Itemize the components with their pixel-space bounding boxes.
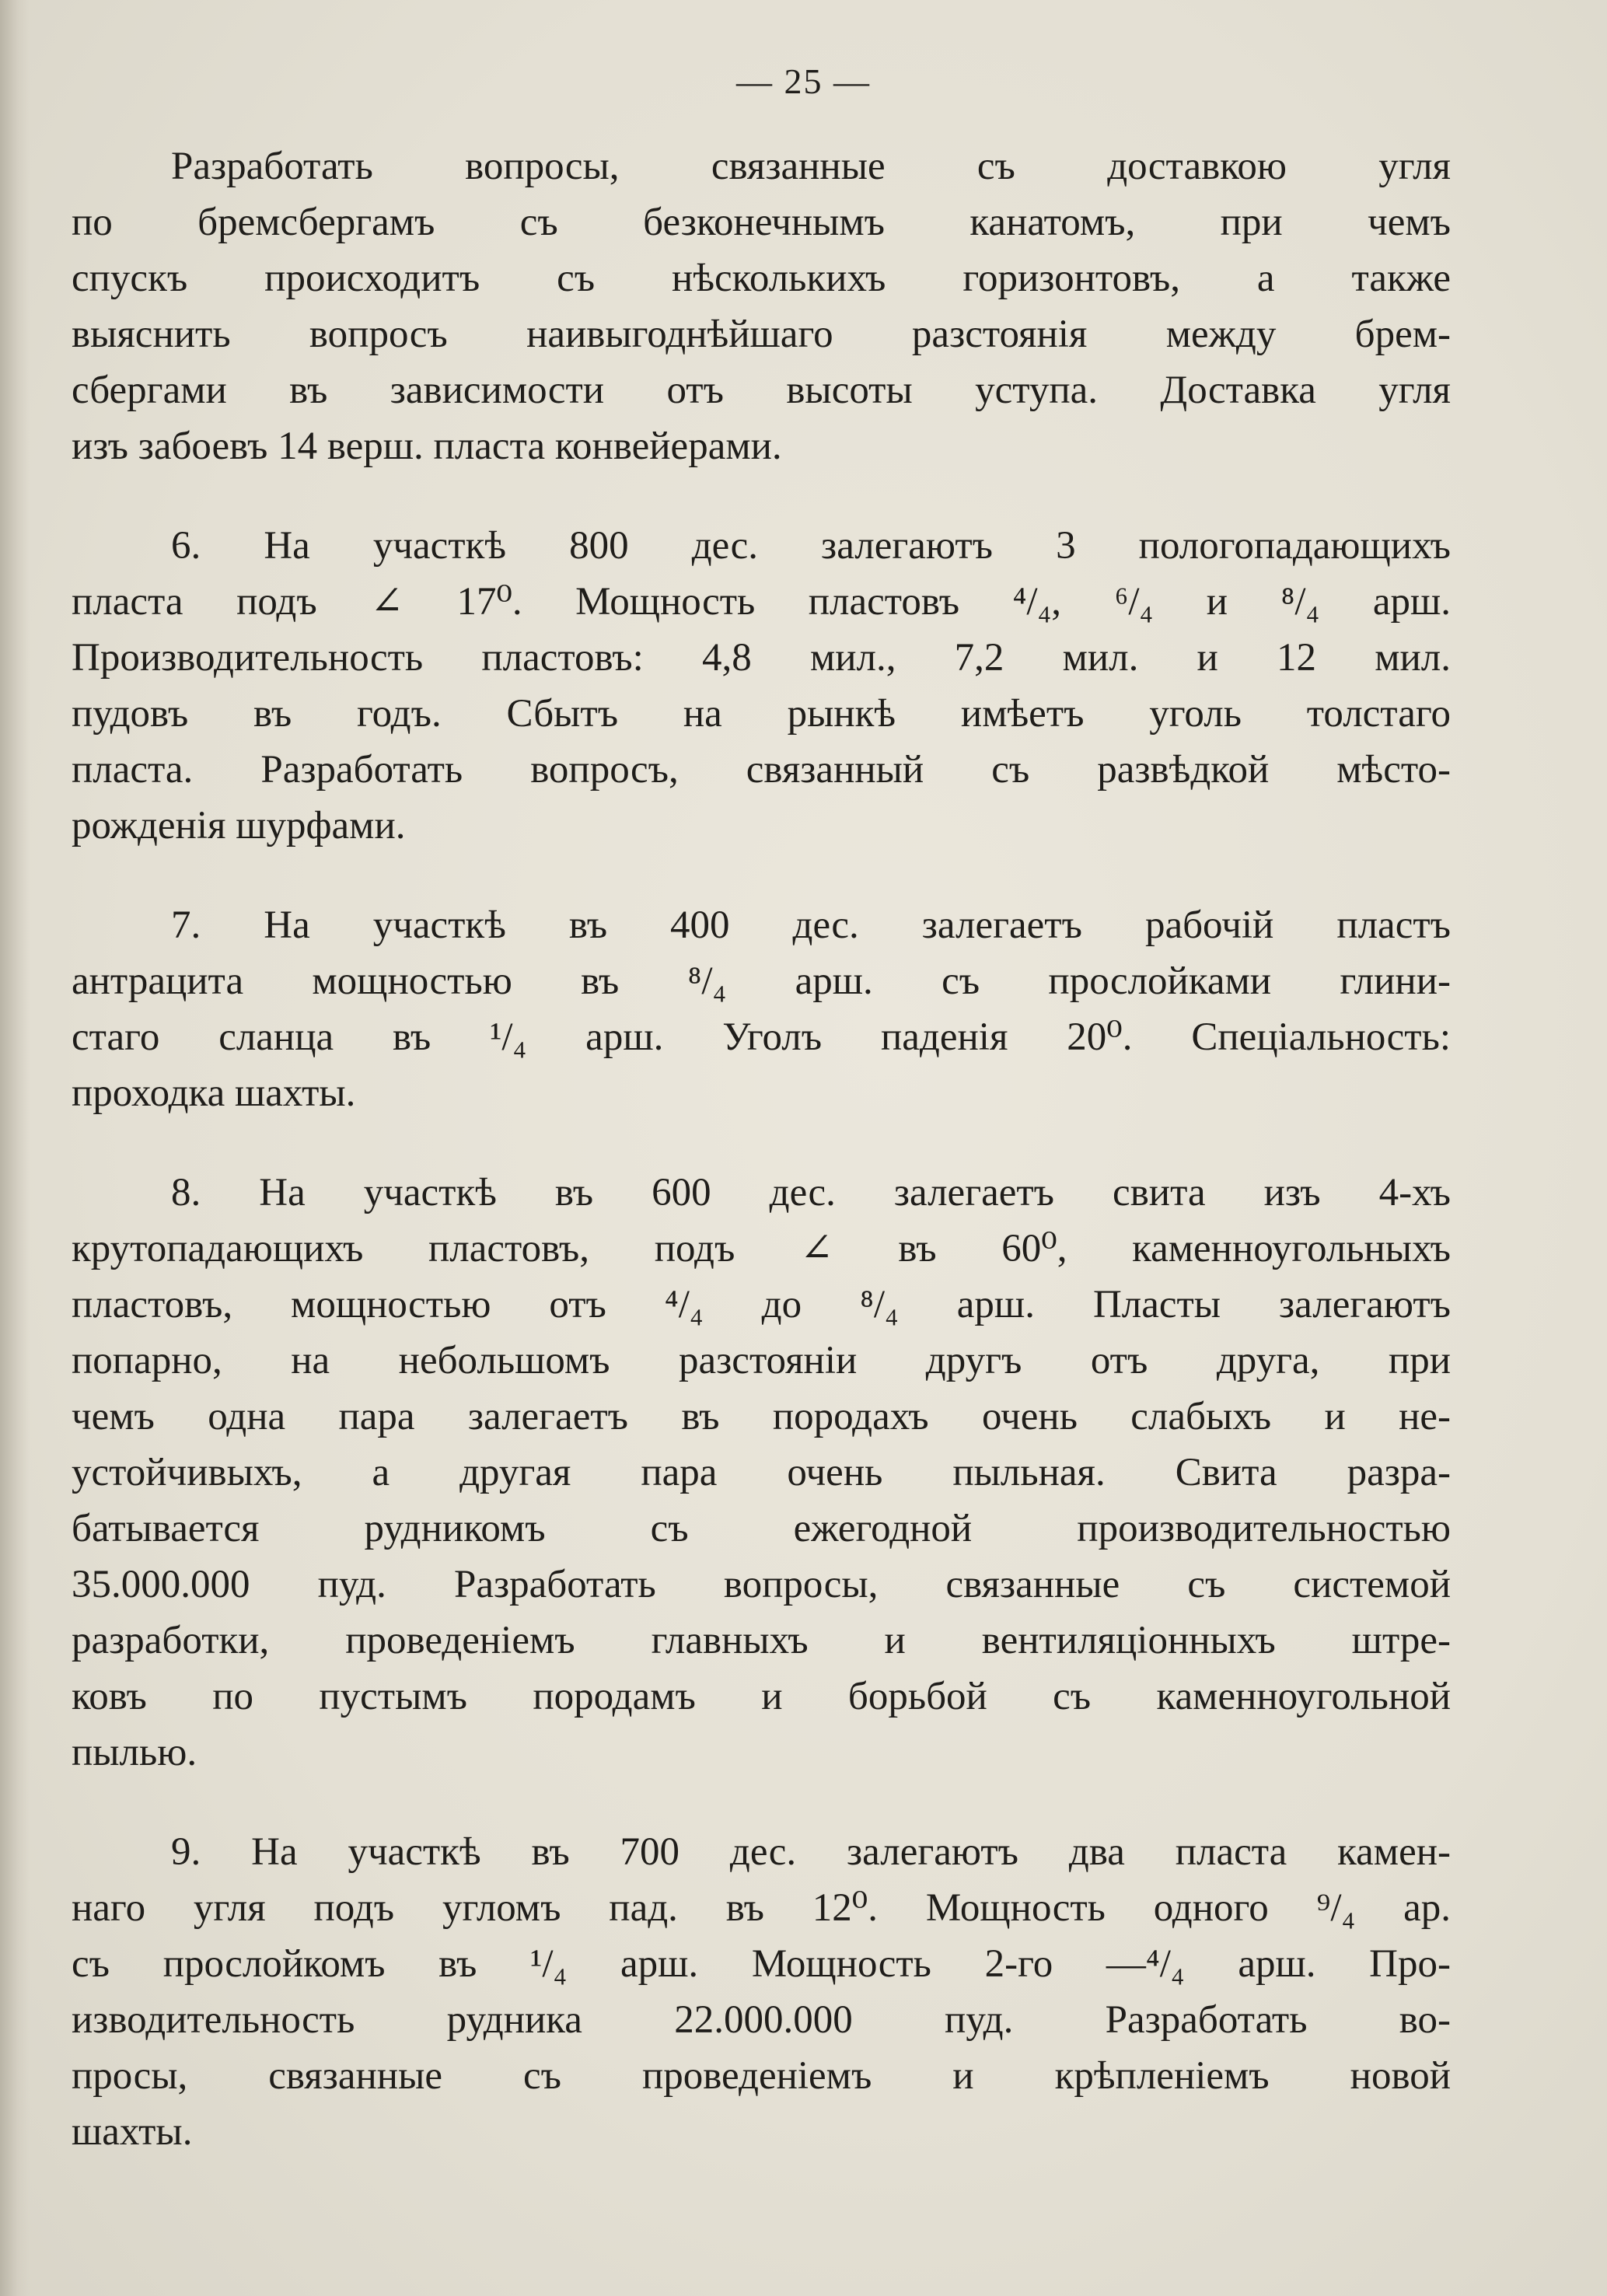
text-line: пластовъ, мощностью отъ ⁴/₄ до ⁸/₄ арш. Пласты залегаютъ	[72, 1283, 1451, 1326]
text-line: Производительность пластовъ: 4,8 мил., 7,2 мил. и 12 мил.	[72, 636, 1451, 680]
spine-shadow	[0, 0, 30, 2296]
text-line: 8. На участкѣ въ 600 дес. залегаетъ свита изъ 4-хъ	[171, 1171, 1451, 1214]
text-line: по бремсбергамъ съ безконечнымъ канатомъ, при чемъ	[72, 201, 1451, 244]
text-line: 6. На участкѣ 800 дес. залегаютъ 3 пологопадающихъ	[171, 524, 1451, 568]
paragraph-8	[72, 1165, 1451, 1781]
paragraph-9	[72, 1824, 1451, 2160]
text-line: наго угля подъ угломъ пад. въ 12⁰. Мощность одного ⁹/₄ ар.	[72, 1886, 1451, 1930]
text-line: просы, связанные съ проведеніемъ и крѣпленіемъ новой	[72, 2054, 1451, 2098]
text-line: рожденія шурфами.	[72, 804, 406, 847]
text-line: проходка шахты.	[72, 1071, 356, 1115]
text-body	[72, 138, 1451, 2203]
text-line: спускъ происходитъ съ нѣсколькихъ горизонтовъ, а также	[72, 257, 1451, 300]
text-line: пудовъ въ годъ. Сбытъ на рынкѣ имѣетъ уголь толстаго	[72, 692, 1451, 736]
text-line: выяснить вопросъ наивыгоднѣйшаго разстоянія между брем-	[72, 313, 1451, 356]
paragraph-7	[72, 897, 1451, 1121]
text-line: крутопадающихъ пластовъ, подъ ∠ въ 60⁰, каменноугольныхъ	[72, 1227, 1451, 1270]
text-line: Разработать вопросы, связанные съ доставкою угля	[171, 145, 1451, 188]
text-line: съ прослойкомъ въ ¹/₄ арш. Мощность 2-го —⁴/₄ арш. Про-	[72, 1942, 1451, 1986]
text-line: изъ забоевъ 14 верш. пласта конвейерами.	[72, 425, 782, 468]
text-line: сбергами въ зависимости отъ высоты уступа. Доставка угля	[72, 369, 1451, 412]
text-line: изводительность рудника 22.000.000 пуд. Разработать во-	[72, 1998, 1451, 2042]
text-line: разработки, проведеніемъ главныхъ и вентиляціонныхъ штре-	[72, 1619, 1451, 1662]
text-line: пласта подъ ∠ 17⁰. Мощность пластовъ ⁴/₄, ⁶/₄ и ⁸/₄ арш.	[72, 580, 1451, 624]
paragraph-1	[72, 138, 1451, 474]
text-line: попарно, на небольшомъ разстояніи другъ отъ друга, при	[72, 1339, 1451, 1382]
text-line: устойчивыхъ, а другая пара очень пыльная. Свита разра-	[72, 1451, 1451, 1494]
text-line: пылью.	[72, 1731, 197, 1774]
text-line: 9. На участкѣ въ 700 дес. залегаютъ два пласта камен-	[171, 1830, 1451, 1874]
text-line: антрацита мощностью въ ⁸/₄ арш. съ прослойками глини-	[72, 959, 1451, 1003]
text-line: батывается рудникомъ съ ежегодной производительностью	[72, 1507, 1451, 1550]
text-line: чемъ одна пара залегаетъ въ породахъ очень слабыхъ и не-	[72, 1395, 1451, 1438]
text-line: ковъ по пустымъ породамъ и борьбой съ каменноугольной	[72, 1675, 1451, 1718]
text-line: 35.000.000 пуд. Разработать вопросы, связанные съ системой	[72, 1563, 1451, 1606]
text-line: 7. На участкѣ въ 400 дес. залегаетъ рабочій пластъ	[171, 903, 1451, 947]
text-line: пласта. Разработать вопросъ, связанный съ развѣдкой мѣсто-	[72, 748, 1451, 792]
page-number: — 25 —	[736, 61, 871, 101]
text-line: шахты.	[72, 2110, 193, 2154]
paragraph-6	[72, 518, 1451, 854]
text-line: стаго сланца въ ¹/₄ арш. Уголъ паденія 20⁰. Спеціальность:	[72, 1015, 1451, 1059]
